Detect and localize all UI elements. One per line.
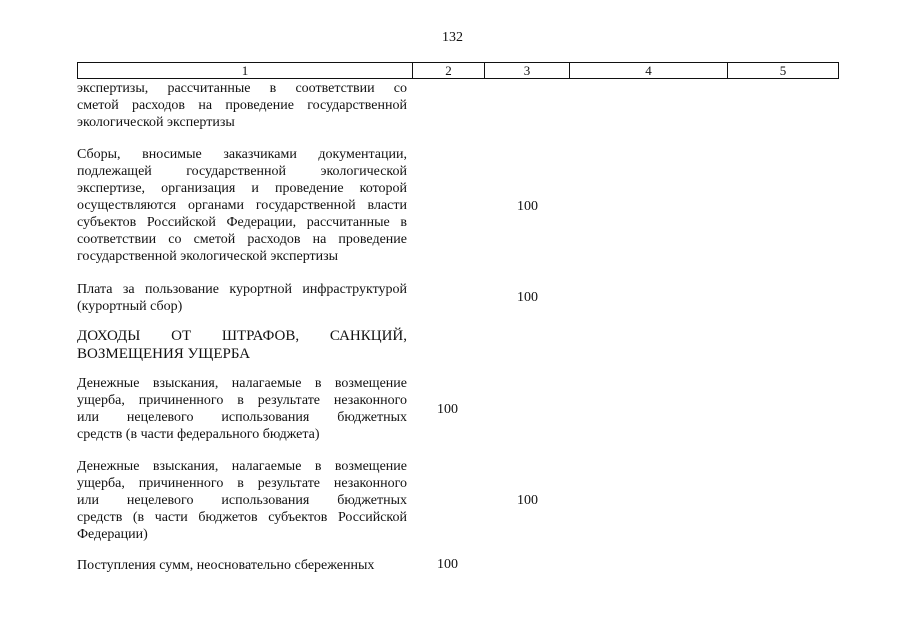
row-line: соответствии со сметой расходов на проведение <box>77 232 407 247</box>
row-line: ДОХОДЫ ОТ ШТРАФОВ, САНКЦИЙ, <box>77 328 407 344</box>
row-line: (курортный сбор) <box>77 299 183 314</box>
row-line: субъектов Российской Федерации, рассчитанные в <box>77 215 407 230</box>
row-line: сметой расходов на проведение государственной <box>77 98 407 113</box>
row-value-col3: 100 <box>517 199 538 214</box>
row-line: Поступления сумм, неосновательно сбереженных <box>77 558 375 573</box>
row-line: Денежные взыскания, налагаемые в возмещение <box>77 459 407 474</box>
table-row-text <box>77 375 407 443</box>
row-line: государственной экологической экспертизы <box>77 249 339 264</box>
row-line: Сборы, вносимые заказчиками документации, <box>77 147 407 162</box>
row-value-col3: 100 <box>517 290 538 305</box>
row-line: ВОЗМЕЩЕНИЯ УЩЕРБА <box>77 346 251 362</box>
header-col-2: 2 <box>413 63 485 78</box>
header-col-5: 5 <box>779 63 787 78</box>
table-row-text <box>77 80 407 131</box>
row-line: средств (в части федерального бюджета) <box>77 427 320 442</box>
row-line: экспертизы, рассчитанные в соответствии со <box>77 81 407 96</box>
table-row-text <box>77 146 407 265</box>
table-row-text <box>77 281 407 315</box>
header-col-3: 3 <box>485 63 570 78</box>
row-value-col2: 100 <box>437 402 458 417</box>
row-line: Федерации) <box>77 527 148 542</box>
row-line: экологической экспертизы <box>77 115 235 130</box>
row-line: экспертизе, организация и проведение которой <box>77 181 407 196</box>
row-line: или нецелевого использования бюджетных <box>77 493 407 508</box>
table-row-text <box>77 458 407 543</box>
row-value-col3: 100 <box>517 493 538 508</box>
header-col-1: 1 <box>78 63 413 78</box>
header-col-4: 4 <box>570 63 728 78</box>
row-line: подлежащей государственной экологической <box>77 164 407 179</box>
table-header <box>77 62 839 79</box>
page-number: 132 <box>442 30 463 45</box>
row-line: или нецелевого использования бюджетных <box>77 410 407 425</box>
row-line: Плата за пользование курортной инфраструктурой <box>77 282 407 297</box>
row-line: средств (в части бюджетов субъектов Российской <box>77 510 407 525</box>
row-value-col2: 100 <box>437 557 458 572</box>
section-heading <box>77 327 407 363</box>
row-line: ущерба, причиненного в результате незаконного <box>77 393 407 408</box>
row-line: ущерба, причиненного в результате незаконного <box>77 476 407 491</box>
row-line: Денежные взыскания, налагаемые в возмещение <box>77 376 407 391</box>
row-line: осуществляются органами государственной власти <box>77 198 407 213</box>
table-row-text <box>77 557 407 574</box>
